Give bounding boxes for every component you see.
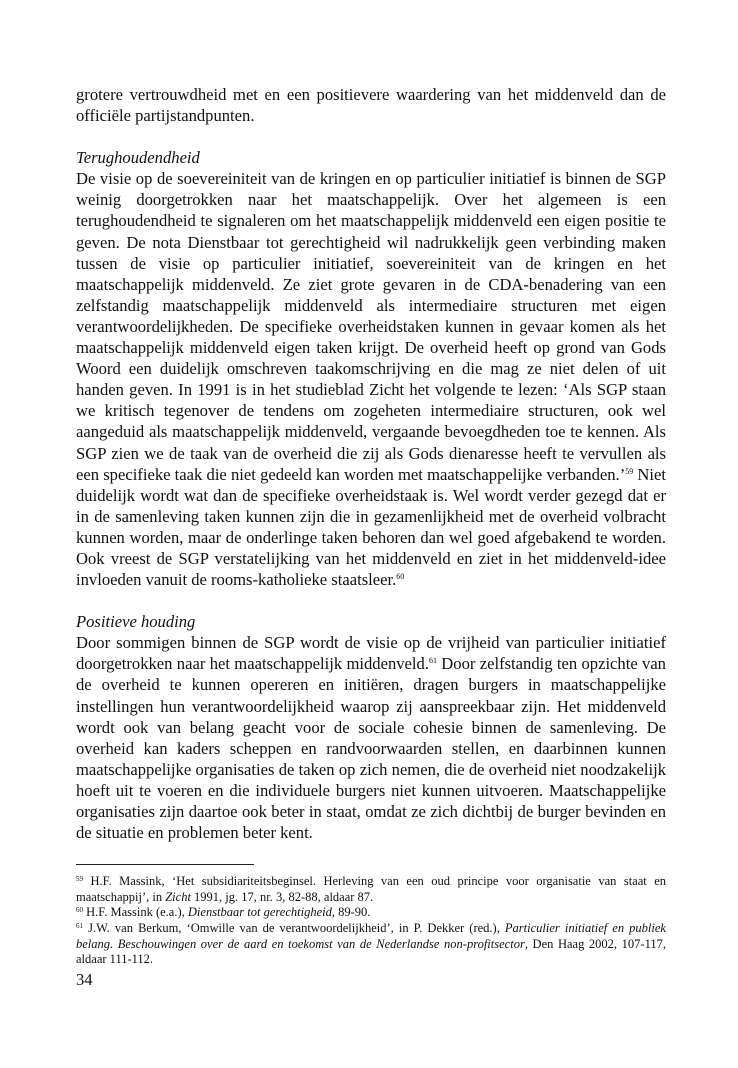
paragraph-text: Niet duidelijk wordt wat dan de specifieke overheidstaak is. Wel wordt verder gezegd dat er in de samenleving taken kunnen zijn die in gezamenlijkheid met de overheid volbracht kunnen worden, maar de onderlinge taken behoren dan wel goed afgebakend te worden. Ook vreest de SGP verstatelijking van het middenveld en ziet in het middenveld-idee invloeden vanuit de rooms-katholieke staatsleer. xyxy=(76,464,667,590)
footnote-title: Zicht xyxy=(165,889,191,904)
paragraph-text: De visie op de soevereiniteit van de kringen en op particulier initiatief is binnen de SGP weinig doorgetrokken naar het maatschappelijk. Over het algemeen is een terughoudendheid te signaleren om het maatschappelijk middenveld een eigen positie te geven. De nota Dienstbaar tot gerechtigheid wil nadrukkelijk geen verbinding maken tussen de visie op particulier initiatief, soevereiniteit van de kringen en het maatschappelijk middenveld. Ze ziet grote gevaren in de CDA-benadering van een zelfstandig maatschappelijk middenveld als intermediaire structuren met eigen verantwoordelijkheden. De specifieke overheidstaken kunnen in gevaar komen als het maatschappelijk middenveld eigen taken krijgt. De overheid heeft op grond van Gods Woord een duidelijk omschreven taakomschrijving en die mag ze niet delen of uit handen geven. In 1991 is in het studieblad Zicht het volgende te lezen: ‘Als SGP staan we kritisch tegenover de tendens om zogeheten intermediaire structuren, ook wel aangeduid als maatschappelijk middenveld, vergaande bevoegdheden toe te kennen. Als SGP zien we de taak van de overheid die zij als Gods dienaresse heeft te vervullen als een specifieke taak die niet gedeeld kan worden met maatschappelijke verbanden.’ xyxy=(76,169,666,484)
footnote-ref-60[interactable]: 60 xyxy=(396,572,405,582)
section-paragraph-positieve-houding xyxy=(76,632,666,843)
section-heading-positieve-houding: Positieve houding xyxy=(76,612,196,632)
paragraph-gap xyxy=(76,126,666,147)
footnote-text: J.W. van Berkum, ‘Omwille van de verantwoordelijkheid’, in P. Dekker (red.), xyxy=(83,920,505,935)
page-number: 34 xyxy=(76,969,93,989)
footnote-text: , 89-90. xyxy=(331,905,371,920)
footnote-text: , Den Haag 2002, 107-117, aldaar 111-112. xyxy=(76,936,666,967)
section-paragraph-terughoudendheid xyxy=(76,168,666,590)
paragraph-text: Door sommigen binnen de SGP wordt de visie op de vrijheid van particulier initiatief doorgetrokken naar het maatschappelijk middenveld. xyxy=(76,633,666,674)
footnote-text: H.F. Massink, ‘Het subsidiariteitsbeginsel. Herleving van een oud principe voor organisatie van staat en maatschappij’, in xyxy=(76,874,666,904)
footnote-number: 59 xyxy=(76,875,83,884)
footnote-text: H.F. Massink (e.a.), xyxy=(83,905,188,920)
footnote-title: Particulier initiatief en publiek belang. Beschouwingen over de aard en toekomst van de Nederlandse non-profitsector xyxy=(76,920,666,951)
footnote-number: 61 xyxy=(76,921,83,930)
document-page xyxy=(76,84,666,990)
paragraph-text: Door zelfstandig ten opzichte van de overheid te kunnen opereren en initiëren, dragen burgers in maatschappelijke instellingen hun verantwoordelijkheid waarop zij aanspreekbaar zijn. Het middenveld wordt ook van belang geacht voor de sociale cohesie binnen de samenleving. De overheid kan kaders scheppen en randvoorwaarden stellen, en daarbinnen kunnen maatschappelijke organisaties de taken op zich nemen, die de overheid niet noodzakelijk hoeft uit te voeren en die individuele burgers niet kunnen uitvoeren. Maatschappelijke organisaties zijn daartoe ook beter in staat, omdat ze zich dichtbij de burger bevinden en de situatie en problemen beter kent. xyxy=(76,654,666,843)
footnote-text: 1991, jg. 17, nr. 3, 82-88, aldaar 87. xyxy=(190,889,374,904)
footnote-number: 60 xyxy=(76,906,83,915)
footnote-title: Dienstbaar tot gerechtigheid xyxy=(187,905,332,920)
intro-paragraph: grotere vertrouwdheid met en een positievere waardering van het middenveld dan de officiële partijstandpunten. xyxy=(76,85,666,126)
footnote-separator xyxy=(76,864,254,865)
footnote-60 xyxy=(76,905,666,921)
section-heading-terughoudendheid: Terughoudendheid xyxy=(76,148,200,168)
footnote-ref-59[interactable]: 59 xyxy=(625,466,634,476)
footnote-ref-61[interactable]: 61 xyxy=(428,656,437,666)
paragraph-gap xyxy=(76,590,666,611)
footnote-61 xyxy=(76,921,666,968)
footnote-59 xyxy=(76,874,666,905)
